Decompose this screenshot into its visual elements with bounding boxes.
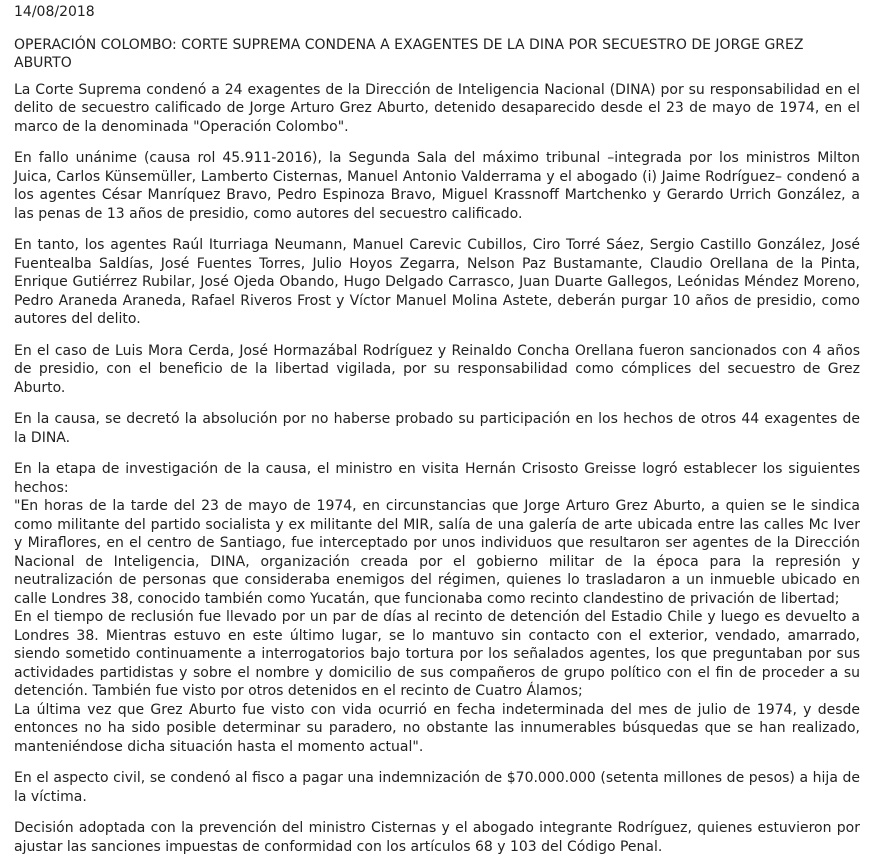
paragraph-civil-compensation: En el aspecto civil, se condenó al fisco a pagar una indemnización de $70.000.000 (setenta millones de pesos) a hija de la víctima. bbox=[14, 770, 860, 805]
quote-paragraph-detention: "En horas de la tarde del 23 de mayo de 1974, en circunstancias que Jorge Arturo Grez Aburto, a quien se le sindica como militante del partido socialista y ex militante del MIR, salía de una galería de arte ubicada entre las calles Mc Iver y Miraflores, en el centro de Santiago, fue interceptado por unos individuos que resultaron ser agentes de la Dirección Nacional de Inteligencia, DINA, organización creada por el gobierno militar de la época para la represión y neutralización de personas que consideraba enemigos del régimen, quienes lo trasladaron a un inmueble ubicado en calle Londres 38, conocido también como Yucatán, que funcionaba como recinto clandestino de privación de libertad; bbox=[14, 498, 860, 607]
quote-paragraph-last-seen: La última vez que Grez Aburto fue visto con vida ocurrió en fecha indeterminada del mes de julio de 1974, y desde entonces no ha sido posible determinar su paradero, no obstante las innumerables búsquedas que se han realizado, manteniéndose dicha situación hasta el momento actual". bbox=[14, 701, 860, 755]
paragraph-convicted-24: La Corte Suprema condenó a 24 exagentes de la Dirección de Inteligencia Nacional (DINA) por su responsabilidad en el delito de secuestro calificado de Jorge Arturo Grez Aburto, detenido desaparecido desde el 23 de mayo de 1974, en el marco de la denominada "Operación Colombo". bbox=[14, 81, 860, 135]
paragraph-decision-prevention: Decisión adoptada con la prevención del ministro Cisternas y el abogado integrante Rodríguez, quienes estuvieron por ajustar las sanciones impuestas de conformidad con los artículos 68 y 103 del Código Penal. bbox=[14, 820, 860, 855]
investigation-intro: En la etapa de investigación de la causa, el ministro en visita Hernán Crisosto Greisse logró establecer los siguientes hechos: bbox=[14, 461, 860, 496]
paragraph-accomplices: En el caso de Luis Mora Cerda, José Hormazábal Rodríguez y Reinaldo Concha Orellana fueron sancionados con 4 años de presidio, con el beneficio de la libertad vigilada, por su responsabilidad como cómplices del secuestro de Grez Aburto. bbox=[14, 342, 860, 396]
quote-paragraph-reclusion: En el tiempo de reclusión fue llevado por un par de días al recinto de detención del Estadio Chile y luego es devuelto a Londres 38. Mientras estuvo en este último lugar, se lo mantuvo sin contacto con el exterior, vendado, amarrado, siendo sometido continuamente a interrogatorios bajo tortura por los señalados agentes, los que preguntaban por sus actividades partidistas y sobre el nombre y domicilio de sus compañeros de grupo político con el fin de proceder a su detención. También fue visto por otros detenidos en el recinto de Cuatro Álamos; bbox=[14, 609, 860, 699]
article-date: 14/08/2018 bbox=[14, 4, 95, 20]
paragraph-acquittal: En la causa, se decretó la absolución por no haberse probado su participación en los hechos de otros 44 exagentes de la DINA. bbox=[14, 411, 860, 446]
investigation-section bbox=[14, 460, 860, 756]
paragraph-ruling-13-years: En fallo unánime (causa rol 45.911-2016), la Segunda Sala del máximo tribunal –integrada por los ministros Milton Juica, Carlos Künsemüller, Lamberto Cisternas, Manuel Antonio Valderrama y el abogado (i) Jaime Rodríguez– condenó a los agentes César Manríquez Bravo, Pedro Espinoza Bravo, Miguel Krassnoff Martchenko y Gerardo Urrich González, a las penas de 13 años de presidio, como autores del secuestro calificado. bbox=[14, 150, 860, 222]
paragraph-ruling-10-years: En tanto, los agentes Raúl Iturriaga Neumann, Manuel Carevic Cubillos, Ciro Torré Sáez, Sergio Castillo González, José Fuentealba Saldías, José Fuentes Torres, Julio Hoyos Zegarra, Nelson Paz Bustamante, Claudio Orellana de la Pinta, Enrique Gutiérrez Rubilar, José Ojeda Obando, Hugo Delgado Carrasco, Juan Duarte Gallegos, Leónidas Méndez Moreno, Pedro Araneda Araneda, Rafael Riveros Frost y Víctor Manuel Molina Astete, deberán purgar 10 años de presidio, como autores del delito. bbox=[14, 237, 860, 327]
article-title: OPERACIÓN COLOMBO: CORTE SUPREMA CONDENA A EXAGENTES DE LA DINA POR SECUESTRO DE JORGE GREZ ABURTO bbox=[14, 36, 804, 71]
